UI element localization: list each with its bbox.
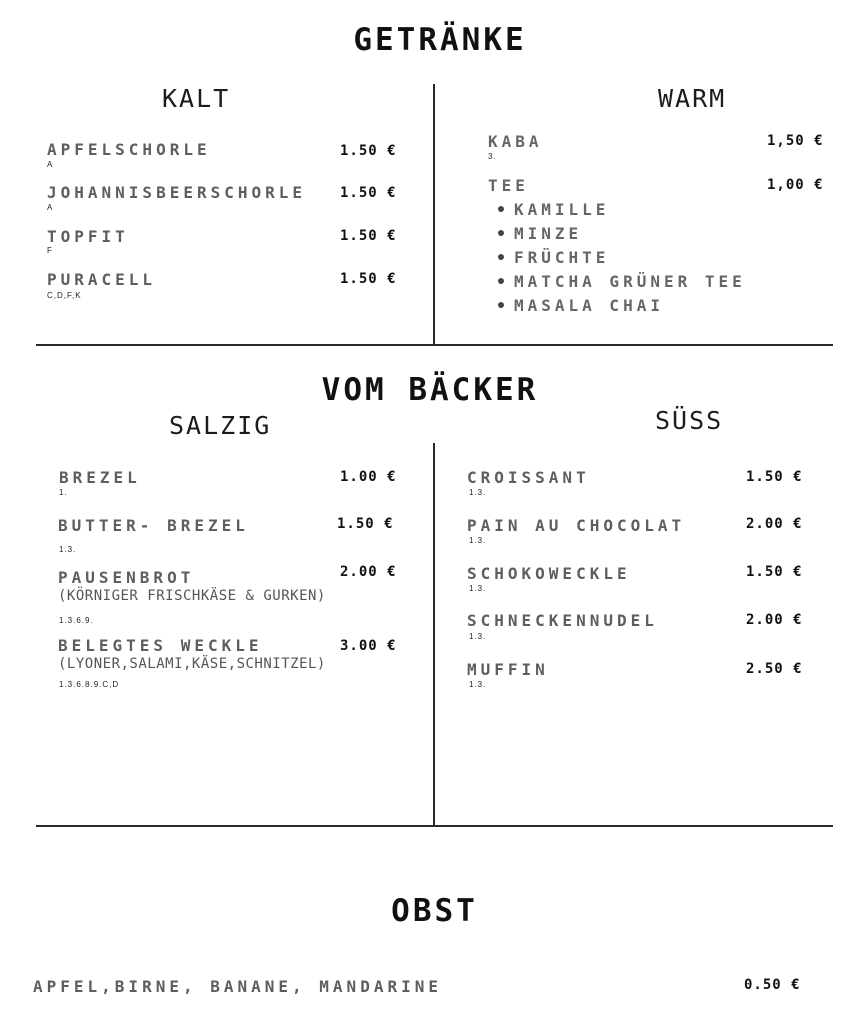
menu-item-name: PAIN AU CHOCOLAT: [467, 516, 686, 535]
bullet-icon: [498, 278, 504, 284]
allergen-code: 1.3.6.8.9.C,D: [59, 680, 120, 689]
kalt-title: KALT: [162, 84, 231, 113]
menu-item-name: SCHOKOWECKLE: [467, 564, 631, 583]
menu-item-name: MUFFIN: [467, 660, 549, 679]
allergen-code: 1.: [59, 488, 68, 497]
allergen-code: 1.3.: [469, 632, 487, 641]
menu-item-name: PURACELL: [47, 270, 157, 289]
allergen-code: A: [47, 203, 54, 212]
getraenke-divider: [433, 84, 435, 345]
menu-item-name: BREZEL: [59, 468, 141, 487]
warm-title: WARM: [658, 84, 727, 113]
allergen-code: C,D,F,K: [47, 291, 82, 300]
menu-item-price: 2.00 €: [746, 612, 803, 628]
menu-item-name: APFEL,BIRNE, BANANE, MANDARINE: [33, 977, 442, 996]
menu-item-price: 1,00 €: [767, 177, 824, 193]
allergen-code: 1.3.: [59, 545, 77, 554]
bullet-icon: [498, 302, 504, 308]
tea-variety: MINZE: [498, 224, 582, 243]
menu-item-name: SCHNECKENNUDEL: [467, 611, 658, 630]
menu-item-price: 1.50 €: [746, 469, 803, 485]
tea-variety: FRÜCHTE: [498, 248, 609, 267]
menu-item-price: 1.00 €: [340, 469, 397, 485]
baecker-title: VOM BÄCKER: [321, 372, 539, 408]
tea-variety: MASALA CHAI: [498, 296, 664, 315]
suess-title: SÜSS: [655, 406, 724, 435]
menu-item-price: 1,50 €: [767, 133, 824, 149]
menu-item-price: 1.50 €: [340, 228, 397, 244]
allergen-code: F: [47, 246, 53, 255]
menu-item-price: 2.00 €: [746, 516, 803, 532]
section-divider: [36, 344, 833, 346]
menu-item-price: 1.50 €: [746, 564, 803, 580]
menu-item-price: 1.50 €: [337, 516, 394, 532]
getraenke-title: GETRÄNKE: [353, 22, 527, 58]
tea-variety: MATCHA GRÜNER TEE: [498, 272, 746, 291]
menu-item-description: (KÖRNIGER FRISCHKÄSE & GURKEN): [58, 588, 326, 604]
allergen-code: 1.3.6.9.: [59, 616, 94, 625]
menu-item-name: KABA: [488, 132, 543, 151]
allergen-code: A: [47, 160, 54, 169]
menu-item-name: TEE: [488, 176, 529, 195]
menu-item-name: JOHANNISBEERSCHORLE: [47, 183, 307, 202]
allergen-code: 1.3.: [469, 488, 487, 497]
salzig-title: SALZIG: [169, 411, 272, 440]
menu-item-name: TOPFIT: [47, 227, 129, 246]
section-divider: [36, 825, 833, 827]
menu-item-name: BUTTER- BREZEL: [58, 516, 249, 535]
menu-item-price: 2.00 €: [340, 564, 397, 580]
menu-item-name: APFELSCHORLE: [47, 140, 211, 159]
menu-item-name: PAUSENBROT: [58, 568, 195, 587]
allergen-code: 1.3.: [469, 680, 487, 689]
menu-item-name: CROISSANT: [467, 468, 590, 487]
obst-title: OBST: [391, 893, 478, 929]
bullet-icon: [498, 230, 504, 236]
bullet-icon: [498, 254, 504, 260]
allergen-code: 1.3.: [469, 584, 487, 593]
menu-item-description: (LYONER,SALAMI,KÄSE,SCHNITZEL): [58, 656, 326, 672]
menu-item-price: 1.50 €: [340, 271, 397, 287]
menu-item-price: 0.50 €: [744, 977, 801, 993]
menu-item-name: BELEGTES WECKLE: [58, 636, 263, 655]
menu-item-price: 1.50 €: [340, 185, 397, 201]
menu-item-price: 3.00 €: [340, 638, 397, 654]
menu-item-price: 1.50 €: [340, 143, 397, 159]
tea-variety: KAMILLE: [498, 200, 609, 219]
baecker-divider: [433, 443, 435, 826]
allergen-code: 1.3.: [469, 536, 487, 545]
bullet-icon: [498, 206, 504, 212]
allergen-code: 3.: [488, 152, 497, 161]
menu-item-price: 2.50 €: [746, 661, 803, 677]
